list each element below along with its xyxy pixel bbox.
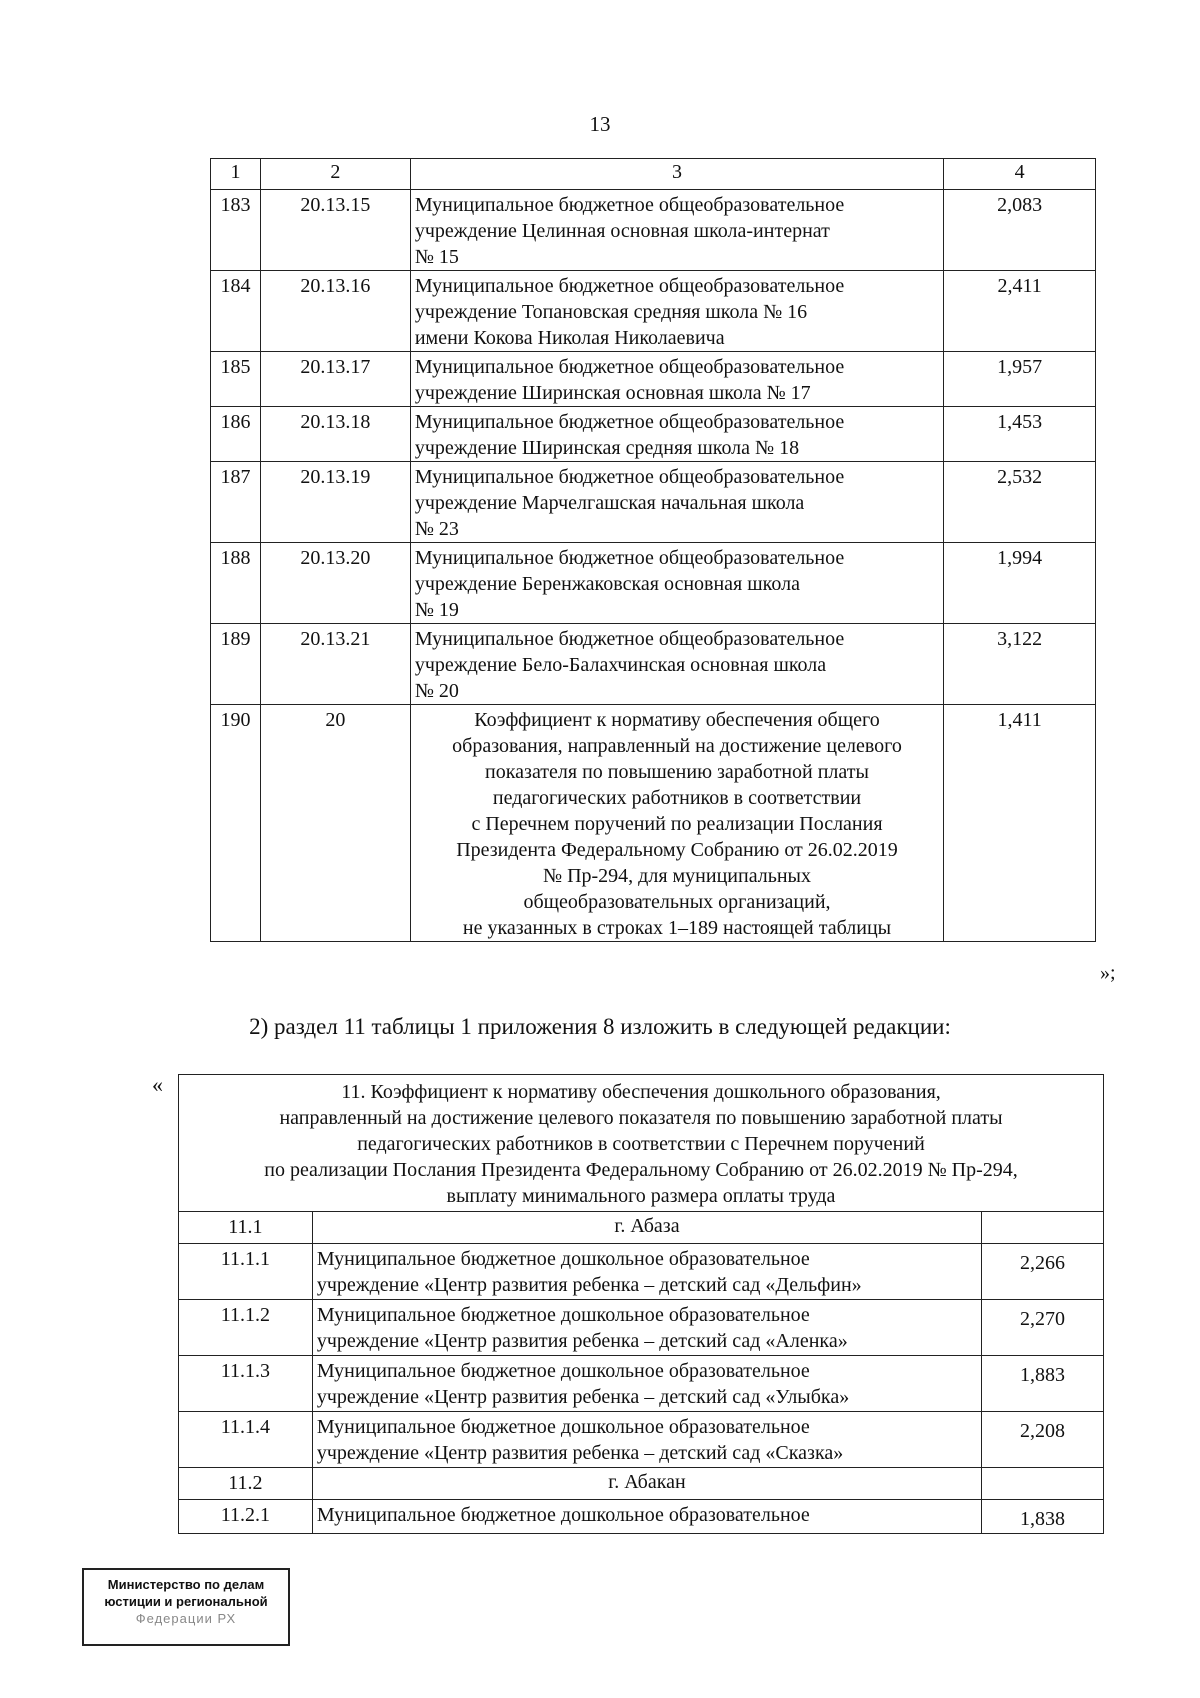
header-cell: 2: [260, 159, 410, 190]
description-line: учреждение «Центр развития ребенка – детский сад «Сказка»: [316, 1442, 844, 1464]
row-value: 2,266: [982, 1244, 1104, 1300]
row-value: 2,208: [982, 1412, 1104, 1468]
row-number: 183: [211, 190, 261, 271]
row-description: [312, 1412, 981, 1468]
description-line: педагогических работников в соответствии: [492, 787, 862, 809]
header-cell: 4: [944, 159, 1096, 190]
row-number: 190: [211, 705, 261, 942]
description-line: № 23: [414, 518, 459, 540]
description-line: показателя по повышению заработной платы: [485, 761, 869, 783]
row-code: 20.13.20: [260, 543, 410, 624]
description-line: № Пр-294, для муниципальных: [542, 865, 811, 887]
row-number: 187: [211, 462, 261, 543]
row-description: [312, 1500, 981, 1534]
table-row: [179, 1300, 1104, 1356]
description-line: Муниципальное бюджетное общеобразовательное: [414, 275, 845, 297]
row-code: 11.2: [179, 1468, 313, 1500]
row-description: [312, 1244, 981, 1300]
ministry-stamp: [82, 1568, 290, 1646]
description-line: Муниципальное бюджетное дошкольное образовательное: [316, 1504, 810, 1526]
description-line: Муниципальное бюджетное дошкольное образовательное: [316, 1248, 810, 1270]
amendment-text: 2) раздел 11 таблицы 1 приложения 8 изложить в следующей редакции:: [249, 1014, 951, 1039]
section-title-line: 11. Коэффициент к нормативу обеспечения дошкольного образования,: [341, 1081, 941, 1103]
row-value: 2,532: [944, 462, 1096, 543]
empty-cell: [982, 1468, 1104, 1500]
row-description: [410, 271, 943, 352]
table-row: [211, 190, 1096, 271]
section-title-line: по реализации Послания Президента Федеральному Собранию от 26.02.2019 № Пр-294,: [264, 1159, 1018, 1181]
city-row: [179, 1468, 1104, 1500]
row-code: 11.2.1: [179, 1500, 313, 1534]
row-value: 1,411: [944, 705, 1096, 942]
row-code: 20.13.17: [260, 352, 410, 407]
description-line: Муниципальное бюджетное общеобразовательное: [414, 628, 845, 650]
row-value: 1,957: [944, 352, 1096, 407]
table-row: [179, 1500, 1104, 1534]
row-value: 1,453: [944, 407, 1096, 462]
row-code: 11.1.4: [179, 1412, 313, 1468]
closing-quote: »;: [1100, 962, 1116, 984]
page-number: 13: [589, 112, 611, 136]
row-description: [410, 190, 943, 271]
description-line: Муниципальное бюджетное дошкольное образовательное: [316, 1416, 810, 1438]
row-value: 1,883: [982, 1356, 1104, 1412]
description-line: № 20: [414, 680, 459, 702]
description-line: учреждение Топановская средняя школа № 16: [414, 301, 808, 323]
city-name: г. Абаза: [312, 1212, 981, 1244]
table-row: [211, 624, 1096, 705]
table-row: [211, 407, 1096, 462]
row-value: 2,270: [982, 1300, 1104, 1356]
table-header-row: [211, 159, 1096, 190]
description-line: № 15: [414, 246, 459, 268]
description-line: учреждение «Центр развития ребенка – детский сад «Дельфин»: [316, 1274, 862, 1296]
description-line: учреждение Бело-Балахчинская основная школа: [414, 654, 827, 676]
description-line: имени Кокова Николая Николаевича: [414, 327, 725, 349]
section-title-line: направленный на достижение целевого показателя по повышению заработной платы: [279, 1107, 1003, 1129]
section-title-line: выплату минимального размера оплаты труда: [446, 1185, 836, 1207]
description-line: № 19: [414, 599, 459, 621]
description-line: учреждение «Центр развития ребенка – детский сад «Улыбка»: [316, 1386, 850, 1408]
row-value: 1,994: [944, 543, 1096, 624]
table-row: [179, 1412, 1104, 1468]
row-description: [410, 624, 943, 705]
description-line: с Перечнем поручений по реализации Послания: [471, 813, 883, 835]
stamp-line: Федерации РХ: [135, 1611, 237, 1626]
row-code: 11.1: [179, 1212, 313, 1244]
row-code: 20.13.18: [260, 407, 410, 462]
row-code: 20: [260, 705, 410, 942]
row-code: 20.13.15: [260, 190, 410, 271]
description-line: Муниципальное бюджетное общеобразовательное: [414, 466, 845, 488]
description-line: Муниципальное бюджетное общеобразовательное: [414, 194, 845, 216]
row-value: 3,122: [944, 624, 1096, 705]
row-code: 11.1.1: [179, 1244, 313, 1300]
description-line: Муниципальное бюджетное общеобразовательное: [414, 547, 845, 569]
row-description: [312, 1356, 981, 1412]
description-line: не указанных в строках 1–189 настоящей таблицы: [462, 917, 892, 939]
opening-quote: «: [152, 1072, 163, 1097]
coefficient-table-continued: [210, 158, 1096, 942]
description-line: учреждение Ширинская основная школа № 17: [414, 382, 811, 404]
row-number: 185: [211, 352, 261, 407]
description-line: Муниципальное бюджетное общеобразовательное: [414, 356, 845, 378]
preschool-coefficient-table: [178, 1074, 1104, 1534]
header-cell: 3: [410, 159, 943, 190]
row-description: [410, 462, 943, 543]
table-row: [211, 271, 1096, 352]
description-line: Коэффициент к нормативу обеспечения общего: [474, 709, 880, 731]
empty-cell: [982, 1212, 1104, 1244]
table-row: [211, 352, 1096, 407]
row-description: [410, 543, 943, 624]
description-line: Муниципальное бюджетное общеобразовательное: [414, 411, 845, 433]
row-code: 11.1.2: [179, 1300, 313, 1356]
row-description: [410, 407, 943, 462]
row-description: [410, 705, 943, 942]
row-description: [410, 352, 943, 407]
description-line: общеобразовательных организаций,: [523, 891, 831, 913]
stamp-line: юстиции и региональной: [104, 1594, 268, 1609]
description-line: Муниципальное бюджетное дошкольное образовательное: [316, 1360, 810, 1382]
section-title-line: педагогических работников в соответствии с Перечнем поручений: [357, 1133, 925, 1155]
header-cell: 1: [211, 159, 261, 190]
description-line: учреждение «Центр развития ребенка – детский сад «Аленка»: [316, 1330, 848, 1352]
row-code: 20.13.21: [260, 624, 410, 705]
row-number: 184: [211, 271, 261, 352]
row-number: 186: [211, 407, 261, 462]
section-title-row: [179, 1075, 1104, 1212]
row-value: 2,083: [944, 190, 1096, 271]
row-value: 2,411: [944, 271, 1096, 352]
description-line: учреждение Беренжаковская основная школа: [414, 573, 800, 595]
description-line: учреждение Целинная основная школа-интернат: [414, 220, 830, 242]
row-code: 20.13.19: [260, 462, 410, 543]
row-number: 188: [211, 543, 261, 624]
stamp-line: Министерство по делам: [107, 1577, 265, 1592]
row-value: 1,838: [982, 1500, 1104, 1534]
description-line: Муниципальное бюджетное дошкольное образовательное: [316, 1304, 810, 1326]
table-row: [179, 1244, 1104, 1300]
section-title: [179, 1075, 1104, 1212]
table-row: [211, 462, 1096, 543]
city-row: [179, 1212, 1104, 1244]
description-line: учреждение Ширинская средняя школа № 18: [414, 437, 800, 459]
city-name: г. Абакан: [312, 1468, 981, 1500]
row-number: 189: [211, 624, 261, 705]
row-code: 11.1.3: [179, 1356, 313, 1412]
description-line: учреждение Марчелгашская начальная школа: [414, 492, 805, 514]
row-code: 20.13.16: [260, 271, 410, 352]
row-description: [312, 1300, 981, 1356]
table-row: [211, 705, 1096, 942]
table-row: [211, 543, 1096, 624]
description-line: Президента Федеральному Собранию от 26.02.2019: [456, 839, 898, 861]
table-row: [179, 1356, 1104, 1412]
description-line: образования, направленный на достижение целевого: [452, 735, 902, 757]
